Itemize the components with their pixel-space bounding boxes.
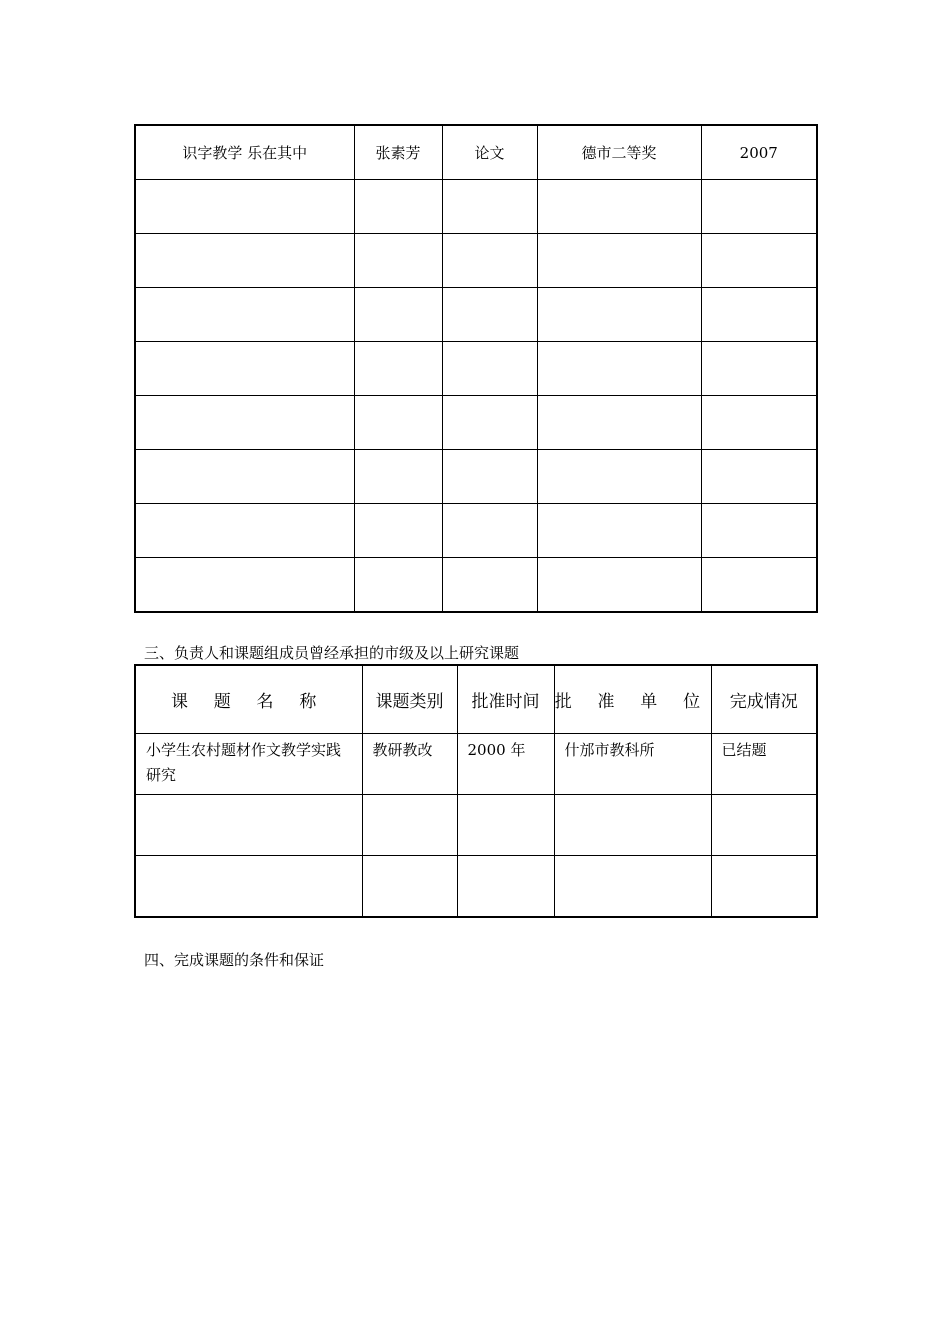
table-cell [354,234,442,288]
column-header-project-type: 课题类别 [362,665,457,734]
awards-table [134,124,818,613]
table-cell [701,342,817,396]
table-cell [457,795,554,856]
table-cell: 教研教改 [362,734,457,795]
table-row [135,288,817,342]
table-row [135,125,817,180]
table-row [135,180,817,234]
table-row [135,504,817,558]
table-cell [135,396,354,450]
table-cell [442,180,537,234]
table-cell [135,342,354,396]
table-cell [554,856,711,917]
table-header-row [135,665,817,734]
table-row [135,450,817,504]
table-cell [537,288,701,342]
table-cell [701,504,817,558]
table-cell [135,558,354,613]
table-cell [711,856,817,917]
table-cell [354,504,442,558]
table-cell [442,396,537,450]
table-cell [701,558,817,613]
table-cell: 张素芳 [354,125,442,180]
table-cell [442,558,537,613]
table-cell [442,504,537,558]
table-cell: 2007 [701,125,817,180]
table-cell [537,504,701,558]
table-cell [135,504,354,558]
table-cell [711,795,817,856]
table-row [135,396,817,450]
table-cell [354,288,442,342]
table-cell [701,234,817,288]
table-cell [362,795,457,856]
table-cell [135,856,362,917]
column-header-status: 完成情况 [711,665,817,734]
table-row [135,795,817,856]
table-cell [354,342,442,396]
table-cell [135,288,354,342]
table-cell: 识字教学 乐在其中 [135,125,354,180]
table-cell [442,288,537,342]
table-cell [135,795,362,856]
table-cell [135,234,354,288]
table-cell [537,396,701,450]
table-cell [354,558,442,613]
table-cell [537,342,701,396]
table-row [135,856,817,917]
table-cell [135,180,354,234]
table-cell [537,450,701,504]
table-cell [354,396,442,450]
table-cell: 小学生农村题材作文教学实践研究 [135,734,362,795]
table-cell [537,558,701,613]
table-cell [701,288,817,342]
table-cell [135,450,354,504]
table-cell: 什邡市教科所 [554,734,711,795]
table-cell: 论文 [442,125,537,180]
column-header-approval-unit: 批 准 单 位 [554,665,711,734]
section-3-title: 三、负责人和课题组成员曾经承担的市级及以上研究课题 [144,644,520,662]
table-row [135,342,817,396]
projects-table [134,664,818,918]
table-row [135,234,817,288]
table-cell [442,234,537,288]
table-cell: 德市二等奖 [537,125,701,180]
table-row [135,558,817,613]
table-cell [354,180,442,234]
table-cell [457,856,554,917]
table-cell [537,180,701,234]
column-header-approval-date: 批准时间 [457,665,554,734]
table-cell: 已结题 [711,734,817,795]
column-header-project-name: 课 题 名 称 [135,665,362,734]
table-row [135,734,817,795]
table-cell [701,396,817,450]
section-4-title: 四、完成课题的条件和保证 [144,951,325,969]
table-cell [554,795,711,856]
table-cell [442,342,537,396]
table-cell: 2000 年 [457,734,554,795]
table-cell [442,450,537,504]
table-cell [701,180,817,234]
table-cell [362,856,457,917]
table-cell [701,450,817,504]
table-cell [354,450,442,504]
table-cell [537,234,701,288]
